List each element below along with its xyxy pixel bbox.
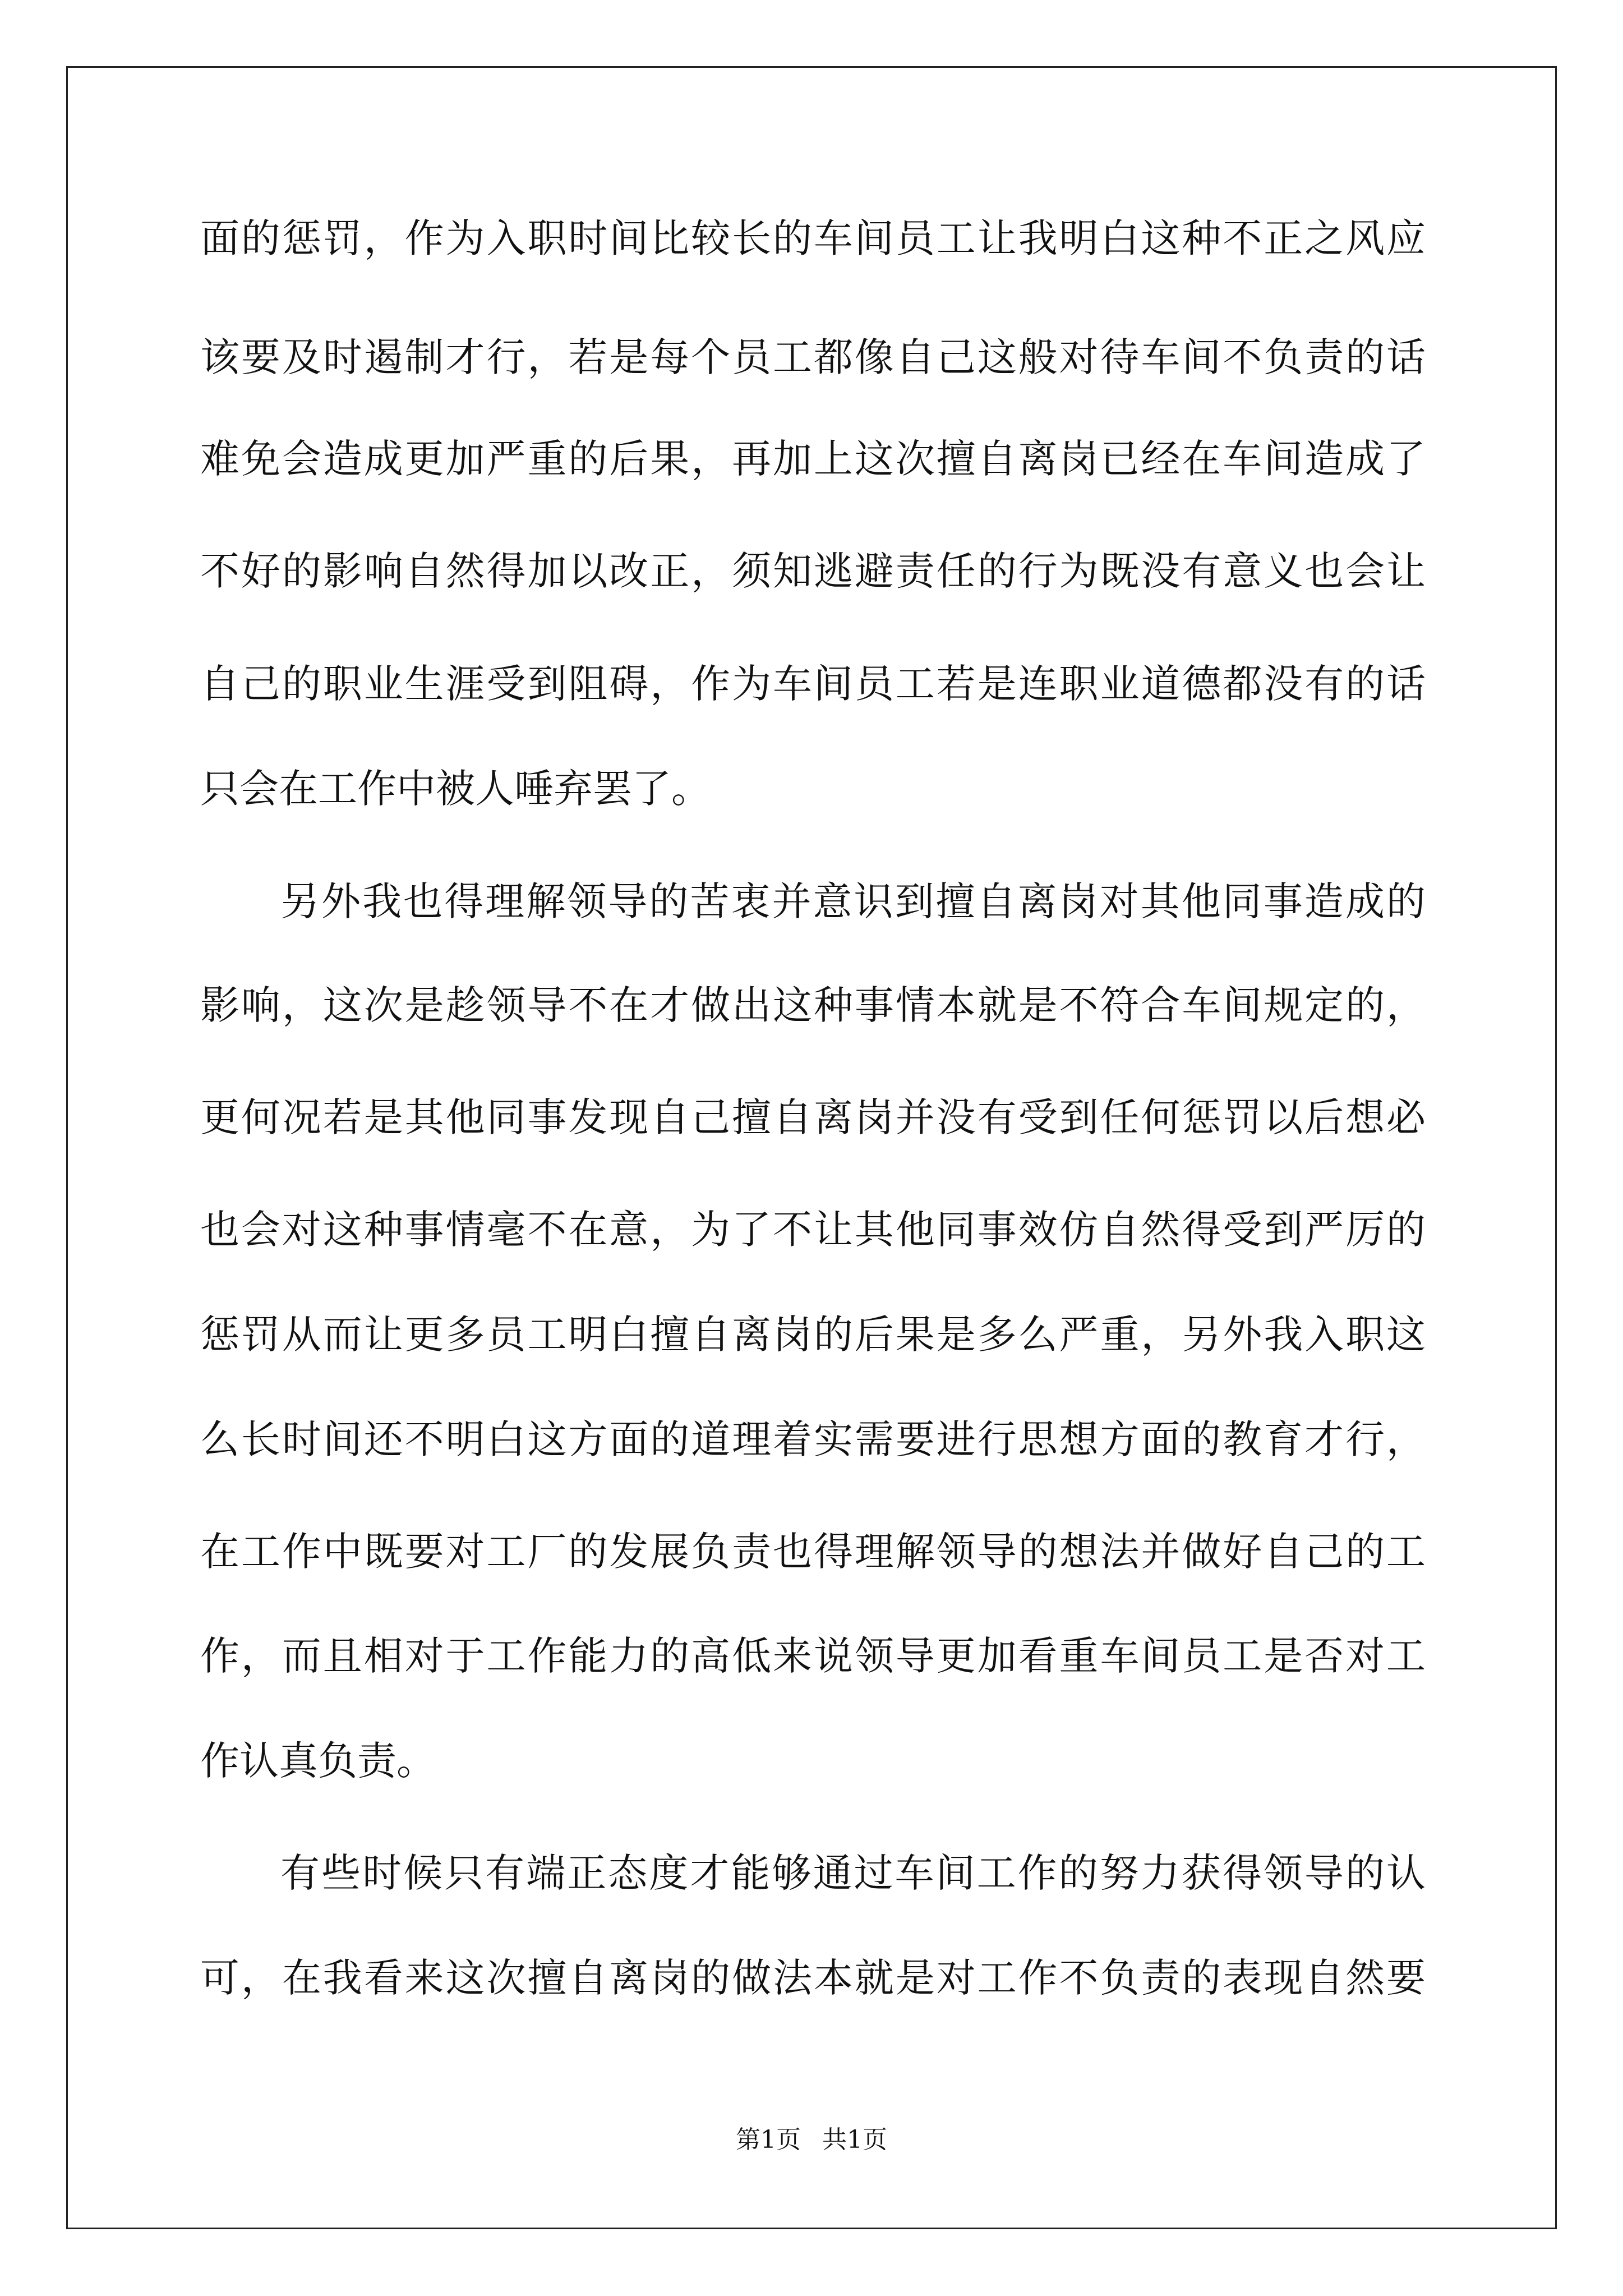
text-line: 只会在工作中被人唾弃罢了。 [200, 766, 711, 812]
text-line: 作认真负责。 [200, 1738, 436, 1784]
text-line: 另外我也得理解领导的苦衷并意识到擅自离岗对其他同事造成的 [280, 878, 1426, 924]
page-footer [0, 2123, 1623, 2157]
text-line: 难免会造成更加严重的后果，再加上这次擅自离岗已经在车间造成了 [200, 436, 1426, 482]
text-line: 惩罚从而让更多员工明白擅自离岗的后果是多么严重，另外我入职这 [200, 1312, 1426, 1358]
text-line: 作，而且相对于工作能力的高低来说领导更加看重车间员工是否对工 [200, 1633, 1426, 1679]
text-line: 该要及时遏制才行，若是每个员工都像自己这般对待车间不负责的话 [200, 334, 1426, 380]
page-number: 第1页 [736, 2125, 801, 2154]
text-line: 影响，这次是趁领导不在才做出这种事情本就是不符合车间规定的， [200, 982, 1426, 1028]
page-border [66, 66, 1557, 2229]
text-line: 不好的影响自然得加以改正，须知逃避责任的行为既没有意义也会让 [200, 548, 1426, 594]
text-line: 自己的职业生涯受到阻碍，作为车间员工若是连职业道德都没有的话 [200, 661, 1426, 707]
text-line: 可，在我看来这次擅自离岗的做法本就是对工作不负责的表现自然要 [200, 1955, 1426, 2001]
text-line: 有些时候只有端正态度才能够通过车间工作的努力获得领导的认 [280, 1850, 1426, 1896]
text-line: 面的惩罚，作为入职时间比较长的车间员工让我明白这种不正之风应 [200, 215, 1426, 261]
page-total: 共1页 [822, 2125, 887, 2154]
text-line: 在工作中既要对工厂的发展负责也得理解领导的想法并做好自己的工 [200, 1529, 1426, 1575]
text-line: 么长时间还不明白这方面的道理着实需要进行思想方面的教育才行， [200, 1416, 1426, 1462]
text-line: 更何况若是其他同事发现自己擅自离岗并没有受到任何惩罚以后想必 [200, 1094, 1426, 1140]
text-line: 也会对这种事情毫不在意，为了不让其他同事效仿自然得受到严厉的 [200, 1207, 1426, 1253]
